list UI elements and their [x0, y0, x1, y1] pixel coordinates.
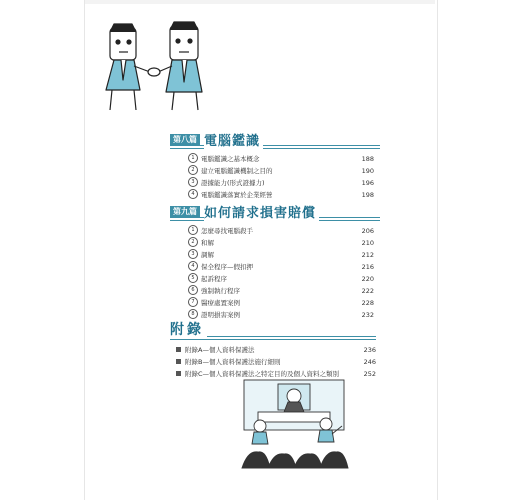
- item-page: 210: [361, 239, 374, 247]
- square-bullet-icon: [176, 371, 181, 376]
- toc-item[interactable]: [188, 309, 380, 321]
- chapter-title: 電腦鑑識: [204, 130, 263, 149]
- item-page: 188: [361, 155, 374, 163]
- square-bullet-icon: [176, 359, 181, 364]
- toc-item[interactable]: [188, 273, 380, 285]
- item-number: 7: [188, 297, 198, 307]
- appendix-title: 附錄: [170, 319, 207, 339]
- item-label: 調解: [201, 251, 214, 259]
- toc-item[interactable]: [188, 225, 380, 237]
- square-bullet-icon: [176, 347, 181, 352]
- item-label: 證明損害案例: [201, 311, 240, 319]
- item-page: 228: [361, 299, 374, 307]
- item-label: 和解: [201, 239, 214, 247]
- heading-rule-thin: [170, 339, 376, 340]
- item-label: 怎麼尋找電腦殺手: [201, 227, 253, 235]
- toc-item[interactable]: [188, 297, 380, 309]
- item-number: 6: [188, 285, 198, 295]
- item-number: 2: [188, 165, 198, 175]
- toc-item[interactable]: [176, 344, 376, 356]
- item-number: 4: [188, 261, 198, 271]
- item-page: 252: [363, 370, 376, 378]
- item-page: 198: [361, 191, 374, 199]
- item-number: 1: [188, 153, 198, 163]
- toc-item[interactable]: [188, 237, 380, 249]
- courtroom-illustration: [238, 378, 350, 470]
- toc-item[interactable]: [188, 153, 380, 165]
- appendix-heading: [170, 322, 376, 340]
- item-label: 附錄B—個人資料保護法施行細則: [185, 358, 281, 366]
- item-page: 190: [361, 167, 374, 175]
- item-number: 3: [188, 249, 198, 259]
- item-label: 保全程序—假扣押: [201, 263, 253, 271]
- item-page: 212: [361, 251, 374, 259]
- chapter-title: 如何請求損害賠償: [204, 202, 319, 221]
- item-label: 建立電腦鑑識機制之目的: [201, 167, 273, 175]
- toc-item[interactable]: [188, 189, 380, 201]
- item-label: 強制執行程序: [201, 287, 240, 295]
- item-label: 證據能力(形式證據力): [201, 179, 265, 187]
- chapter-badge: 第九篇: [170, 206, 200, 217]
- item-page: 196: [361, 179, 374, 187]
- toc-item[interactable]: [188, 177, 380, 189]
- chapter-9-heading: [170, 203, 380, 221]
- chapter-9-section: [170, 203, 380, 321]
- item-number: 3: [188, 177, 198, 187]
- item-label: 附錄A—個人資料保護法: [185, 346, 255, 354]
- heading-rule-thin: [170, 148, 380, 149]
- toc-item[interactable]: [188, 249, 380, 261]
- chapter-badge: 第八篇: [170, 134, 200, 145]
- item-page: 216: [361, 263, 374, 271]
- toc-item[interactable]: [176, 356, 376, 368]
- toc-item[interactable]: [188, 261, 380, 273]
- item-page: 222: [361, 287, 374, 295]
- chapter-9-items: [170, 221, 380, 321]
- heading-rule: [170, 145, 380, 146]
- item-label: 附錄C—個人資料保護法之特定目的及個人資料之類別: [185, 370, 340, 378]
- chapter-8-heading: [170, 131, 380, 149]
- item-page: 246: [363, 358, 376, 366]
- item-page: 206: [361, 227, 374, 235]
- item-label: 電腦鑑識落實於企業經營: [201, 191, 273, 199]
- item-page: 232: [361, 311, 374, 319]
- appendix-items: [170, 340, 376, 380]
- toc-item[interactable]: [188, 165, 380, 177]
- appendix-section: [170, 322, 376, 380]
- item-label: 起訴程序: [201, 275, 227, 283]
- item-number: 2: [188, 237, 198, 247]
- item-number: 4: [188, 189, 198, 199]
- item-page: 236: [363, 346, 376, 354]
- chapter-8-section: [170, 131, 380, 201]
- item-label: 電腦鑑識之基本概念: [201, 155, 260, 163]
- item-number: 8: [188, 309, 198, 319]
- chapter-8-items: [170, 149, 380, 201]
- item-number: 5: [188, 273, 198, 283]
- page-top-strip: [85, 0, 435, 4]
- item-page: 220: [361, 275, 374, 283]
- toc-item[interactable]: [188, 285, 380, 297]
- item-number: 1: [188, 225, 198, 235]
- handshake-illustration: [100, 20, 208, 112]
- item-label: 醫療處置案例: [201, 299, 240, 307]
